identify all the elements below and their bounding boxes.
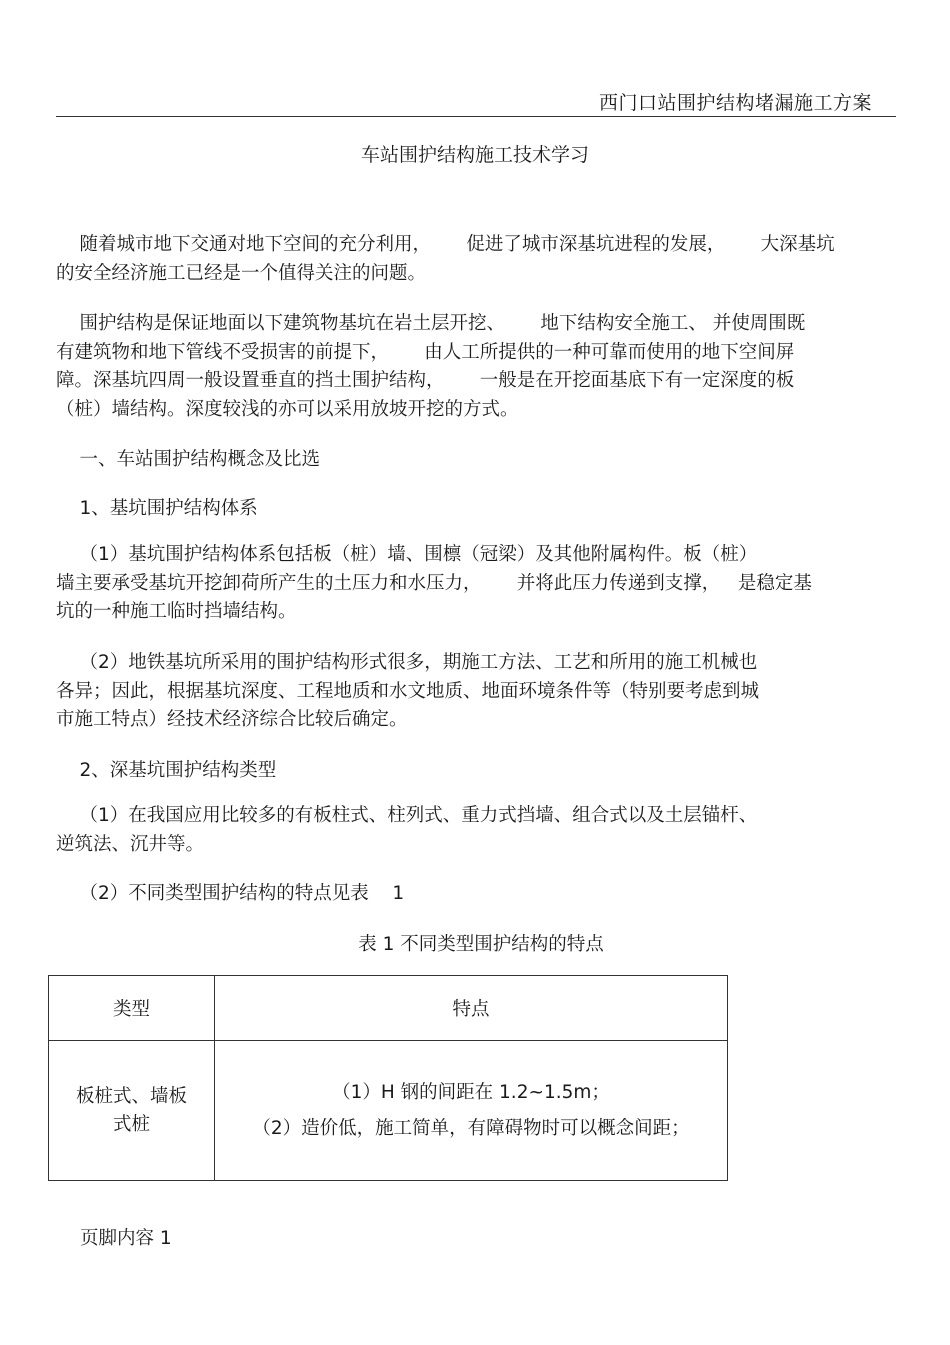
feature-2: （2）造价低，施工简单，有障碍物时可以概念间距； [252,1117,690,1139]
header-type: 类型 [49,976,215,1041]
running-header: 西门口站围护结构堵漏施工方案 [598,92,872,114]
paragraph-types-2: （2）不同类型围护结构的特点见表 1 [56,883,405,904]
subsection-heading-1-1: 1、基坑围护结构体系 [56,498,258,519]
type-line-2: 式桩 [112,1113,150,1135]
section-heading-1: 一、车站围护结构概念及比选 [56,449,321,470]
paragraph-types-1: （1）在我国应用比较多的有板柱式、柱列式、重力式挡墙、组合式以及土层锚杆、 逆筑法、沉井等。 [56,805,758,855]
document-title: 车站围护结构施工技术学习 [360,144,589,166]
table-row [49,1041,728,1181]
paragraph-intro: 随着城市地下交通对地下空间的充分利用， 促进了城市深基坑进程的发展， 大深基坑 的安全经济施工已经是一个值得关注的问题。 [56,234,835,284]
features-table [48,975,728,1181]
feature-1: （1）H 钢的间距在 1.2~1.5m； [332,1081,610,1103]
paragraph-system-2: （2）地铁基坑所采用的围护结构形式很多，期施工方法、工艺和所用的施工机械也 各异；因此，根据基坑深度、工程地质和水文地质、地面环境条件等（特别要考虑到城 市施工特点）经技术经济综合比较后确定。 [56,652,760,730]
paragraph-system-1: （1）基坑围护结构体系包括板（桩）墙、围檩（冠梁）及其他附属构件。板（桩） 墙主要承受基坑开挖卸荷所产生的土压力和水压力， 并将此压力传递到支撑， 是稳定基 坑的一种施工临时挡墙结构。 [56,544,812,622]
subsection-heading-1-2: 2、深基坑围护结构类型 [56,760,277,781]
page-footer: 页脚内容 1 [80,1228,172,1249]
type-line-1: 板桩式、墙板 [75,1085,187,1107]
table-header-row [49,976,728,1041]
cell-features [215,1041,728,1181]
cell-type [49,1041,215,1181]
header-rule [56,116,896,117]
header-features: 特点 [215,976,728,1041]
table-caption: 表 1 不同类型围护结构的特点 [358,934,604,955]
paragraph-definition: 围护结构是保证地面以下建筑物基坑在岩土层开挖、 地下结构安全施工、 并使周围既 有建筑物和地下管线不受损害的前提下， 由人工所提供的一种可靠而使用的地下空间屏 障。深基坑四周一般设置垂直的挡土围护结构， 一般是在开挖面基底下有一定深度的板 （桩）墙结构。深度较浅的亦可以采用放坡开挖的方式。 [56,313,806,420]
